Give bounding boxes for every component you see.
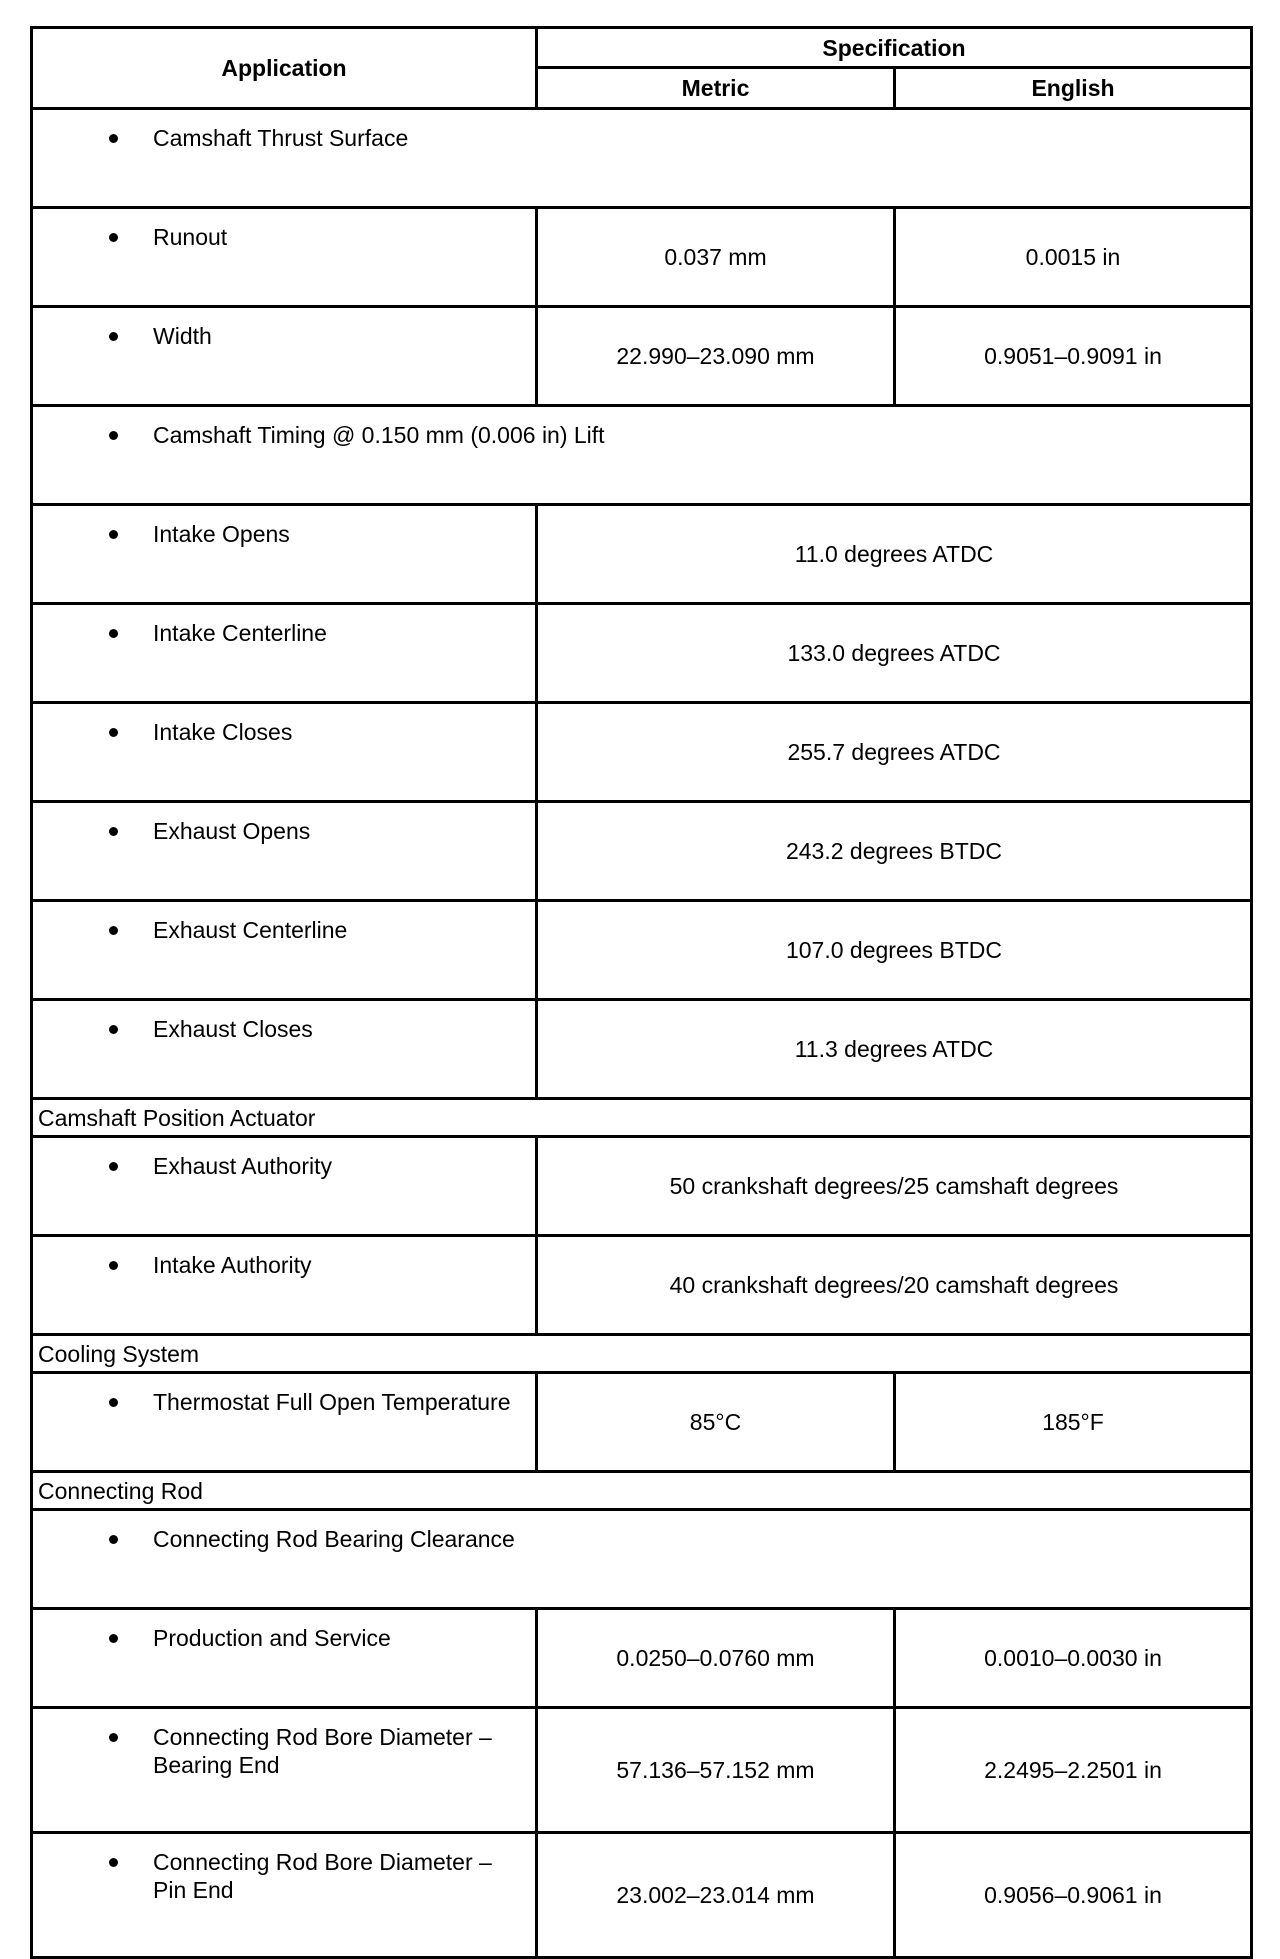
exhaust-closes-value: 11.3 degrees ATDC (537, 1000, 1252, 1099)
table-row (32, 901, 1252, 1000)
intake-closes-value: 255.7 degrees ATDC (537, 703, 1252, 802)
bullet-icon (49, 619, 153, 647)
row-label: Width (153, 323, 212, 349)
bullet-icon (49, 817, 153, 845)
row-label: Intake Authority (153, 1252, 312, 1278)
section-connecting-rod: Connecting Rod (32, 1472, 1252, 1510)
bore-bearing-end-metric: 57.136–57.152 mm (537, 1708, 895, 1833)
production-service-english: 0.0010–0.0030 in (895, 1609, 1252, 1708)
row-bore-bearing-end-label-cell (32, 1708, 537, 1833)
bullet-icon (49, 223, 153, 251)
bore-pin-end-metric: 23.002–23.014 mm (537, 1833, 895, 1958)
width-english: 0.9051–0.9091 in (895, 307, 1252, 406)
row-exhaust-opens-label-cell (32, 802, 537, 901)
row-intake-closes-label-cell (32, 703, 537, 802)
table-row (32, 703, 1252, 802)
row-exhaust-closes-label-cell (32, 1000, 537, 1099)
row-label: Connecting Rod Bearing Clearance (153, 1526, 515, 1552)
table-row (32, 109, 1252, 208)
bullet-icon (49, 1525, 153, 1553)
table-row (32, 505, 1252, 604)
section-cooling-system: Cooling System (32, 1335, 1252, 1373)
bullet-icon (49, 718, 153, 746)
table-row (32, 802, 1252, 901)
row-rod-bearing-clearance (32, 1510, 1252, 1609)
row-label: Connecting Rod Bore Diameter – Pin End (153, 1849, 492, 1903)
row-label: Runout (153, 224, 228, 250)
table-row (32, 1137, 1252, 1236)
table-row (32, 1236, 1252, 1335)
row-intake-authority-label-cell (32, 1236, 537, 1335)
thermostat-english: 185°F (895, 1373, 1252, 1472)
bullet-icon (49, 1152, 153, 1180)
row-label: Exhaust Centerline (153, 917, 348, 943)
row-label: Intake Opens (153, 521, 290, 547)
row-production-service-label-cell (32, 1609, 537, 1708)
metric-header: Metric (537, 68, 895, 109)
row-camshaft-thrust-surface (32, 109, 1252, 208)
row-intake-opens-label-cell (32, 505, 537, 604)
table-row (32, 1609, 1252, 1708)
row-bore-pin-end-label-cell (32, 1833, 537, 1958)
english-header: English (895, 68, 1252, 109)
bullet-icon (49, 1251, 153, 1279)
row-label: Exhaust Opens (153, 818, 311, 844)
section-camshaft-position-actuator: Camshaft Position Actuator (32, 1099, 1252, 1137)
row-label: Camshaft Thrust Surface (153, 125, 409, 151)
row-label: Intake Centerline (153, 620, 327, 646)
row-label: Production and Service (153, 1625, 391, 1651)
exhaust-authority-value: 50 crankshaft degrees/25 camshaft degrees (537, 1137, 1252, 1236)
bullet-icon (49, 1624, 153, 1652)
section-row (32, 1472, 1252, 1510)
runout-english: 0.0015 in (895, 208, 1252, 307)
runout-metric: 0.037 mm (537, 208, 895, 307)
row-label: Thermostat Full Open Temperature (153, 1389, 511, 1415)
specification-header: Specification (537, 28, 1252, 68)
row-intake-centerline-label-cell (32, 604, 537, 703)
intake-authority-value: 40 crankshaft degrees/20 camshaft degrees (537, 1236, 1252, 1335)
width-metric: 22.990–23.090 mm (537, 307, 895, 406)
row-exhaust-centerline-label-cell (32, 901, 537, 1000)
table-row (32, 604, 1252, 703)
application-header: Application (32, 28, 537, 109)
row-width-label-cell (32, 307, 537, 406)
bullet-icon (49, 1388, 153, 1416)
row-label: Connecting Rod Bore Diameter – Bearing End (153, 1724, 492, 1778)
table-row (32, 208, 1252, 307)
exhaust-centerline-value: 107.0 degrees BTDC (537, 901, 1252, 1000)
bore-pin-end-english: 0.9056–0.9061 in (895, 1833, 1252, 1958)
row-exhaust-authority-label-cell (32, 1137, 537, 1236)
thermostat-metric: 85°C (537, 1373, 895, 1472)
row-camshaft-timing (32, 406, 1252, 505)
table-row (32, 1000, 1252, 1099)
row-label: Exhaust Closes (153, 1016, 313, 1042)
table-row (32, 1708, 1252, 1833)
table-row (32, 406, 1252, 505)
table-row (32, 1833, 1252, 1958)
section-row (32, 1099, 1252, 1137)
production-service-metric: 0.0250–0.0760 mm (537, 1609, 895, 1708)
bullet-icon (49, 124, 153, 152)
row-label: Intake Closes (153, 719, 293, 745)
table-row (32, 307, 1252, 406)
row-label: Camshaft Timing @ 0.150 mm (0.006 in) Lift (153, 422, 605, 448)
bullet-icon (49, 421, 153, 449)
section-row (32, 1335, 1252, 1373)
bore-bearing-end-english: 2.2495–2.2501 in (895, 1708, 1252, 1833)
table-row (32, 1510, 1252, 1609)
row-runout-label-cell (32, 208, 537, 307)
bullet-icon (49, 1723, 153, 1751)
bullet-icon (49, 1015, 153, 1043)
bullet-icon (49, 916, 153, 944)
bullet-icon (49, 520, 153, 548)
row-label: Exhaust Authority (153, 1153, 332, 1179)
exhaust-opens-value: 243.2 degrees BTDC (537, 802, 1252, 901)
intake-opens-value: 11.0 degrees ATDC (537, 505, 1252, 604)
bullet-icon (49, 322, 153, 350)
intake-centerline-value: 133.0 degrees ATDC (537, 604, 1252, 703)
specification-table (30, 26, 1253, 1959)
table-row (32, 1373, 1252, 1472)
bullet-icon (49, 1848, 153, 1876)
row-thermostat-label-cell (32, 1373, 537, 1472)
